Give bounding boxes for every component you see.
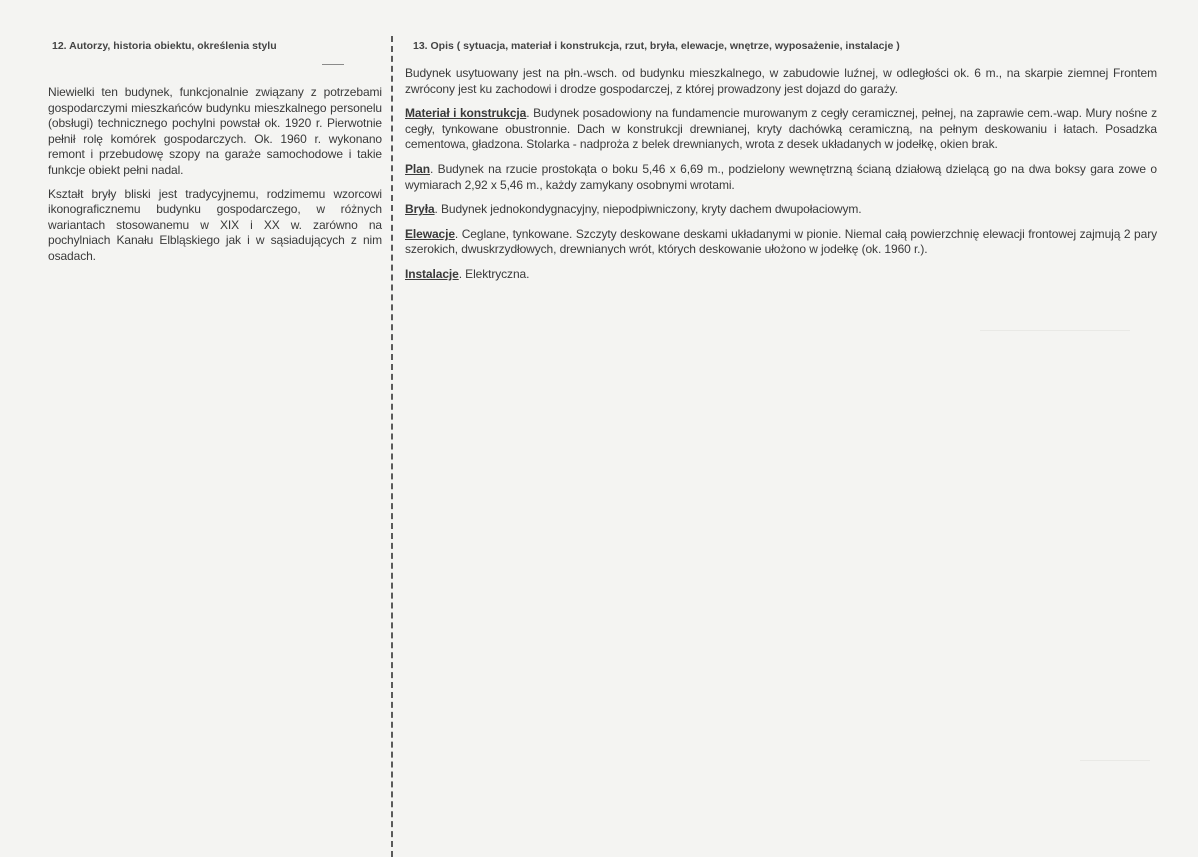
section-13-intro: Budynek usytuowany jest na płn.-wsch. od budynku mieszkalnego, w zabudowie luźnej, w odległości ok. 6 m., na skarpie ziemnej Frontem zwrócony jest ku zachodowi i drodze gospodarczej, z której prowadzony jest dojazd do garaży. bbox=[405, 66, 1157, 96]
section-12 bbox=[48, 40, 382, 273]
item-text: . Ceglane, tynkowane. Szczyty deskowane deskami układanymi w pionie. Niemal całą powierzchnię elewacji frontowej zajmują 2 pary szerokich, dwuskrzydłowych, drewnianych wrót, których deskowanie ułożono w jodełkę (ok. 1960 r.). bbox=[405, 226, 1157, 257]
description-item-elewacje bbox=[405, 227, 1157, 258]
section-12-paragraph-1: Niewielki ten budynek, funkcjonalnie związany z potrzebami gospodarczymi mieszkańców budynku mieszkalnego personelu (obsługi) technicznego pochylni powstał ok. 1920 r. Pierwotnie pełnił rolę komórek gospodarczych. Ok. 1960 r. wykonano remont i przebudowę szopy na garaże samochodowe i takie funkcje obiekt pełni nadal. bbox=[48, 85, 382, 177]
item-heading: Instalacje bbox=[405, 266, 459, 281]
item-text: . Budynek jednokondygnacyjny, niepodpiwniczony, kryty dachem dwupołaciowym. bbox=[434, 202, 862, 217]
item-text: . Elektryczna. bbox=[458, 266, 530, 281]
section-13 bbox=[405, 40, 1157, 292]
item-text: . Budynek posadowiony na fundamencie murowanym z cegły ceramicznej, pełnej, na zaprawie cem.-wap. Mury nośne z cegły, tynkowane obustronnie. Dach w konstrukcji drewnianej, kryty dachówką ceramiczną, na pełnym deskowaniu i łatach. Posadzka cementowa, gładzona. Stolarka - nadproża z belek drewnianych, wrota z desek układanych w jodełkę, okien brak. bbox=[405, 106, 1158, 152]
section-12-paragraph-2: Kształt bryły bliski jest tradycyjnemu, rodzimemu wzorcowi ikonograficznemu budynku gospodarczego, w różnych wariantach stosowanemu w XIX i XX w. zarówno na pochylniach Kanału Elbląskiego jak i w sąsiadujących z nim osadach. bbox=[48, 186, 382, 263]
faint-mark bbox=[1080, 760, 1150, 761]
description-item-plan bbox=[405, 162, 1157, 193]
faint-mark bbox=[980, 330, 1130, 331]
item-heading: Plan bbox=[405, 161, 430, 176]
section-12-title: 12. Autorzy, historia obiektu, określenia stylu bbox=[52, 40, 277, 52]
description-item-instalacje bbox=[405, 267, 1157, 283]
column-divider bbox=[391, 36, 393, 857]
item-text: . Budynek na rzucie prostokąta o boku 5,46 x 6,69 m., podzielony wewnętrzną ścianą działową dzielącą go na dwa boksy gara zowe o wymiarach 2,92 x 5,46 m., każdy zamykany osobnymi wrotami. bbox=[405, 161, 1157, 192]
section-13-title: 13. Opis ( sytuacja, materiał i konstrukcja, rzut, bryła, elewacje, wnętrze, wyposażenie, instalacje ) bbox=[413, 40, 900, 52]
divider-rule bbox=[322, 64, 344, 65]
description-item-material bbox=[405, 106, 1157, 153]
item-heading: Materiał i konstrukcja bbox=[405, 106, 527, 121]
description-item-bryla bbox=[405, 202, 1157, 218]
item-heading: Elewacje bbox=[405, 226, 455, 241]
item-heading: Bryła bbox=[405, 202, 435, 217]
